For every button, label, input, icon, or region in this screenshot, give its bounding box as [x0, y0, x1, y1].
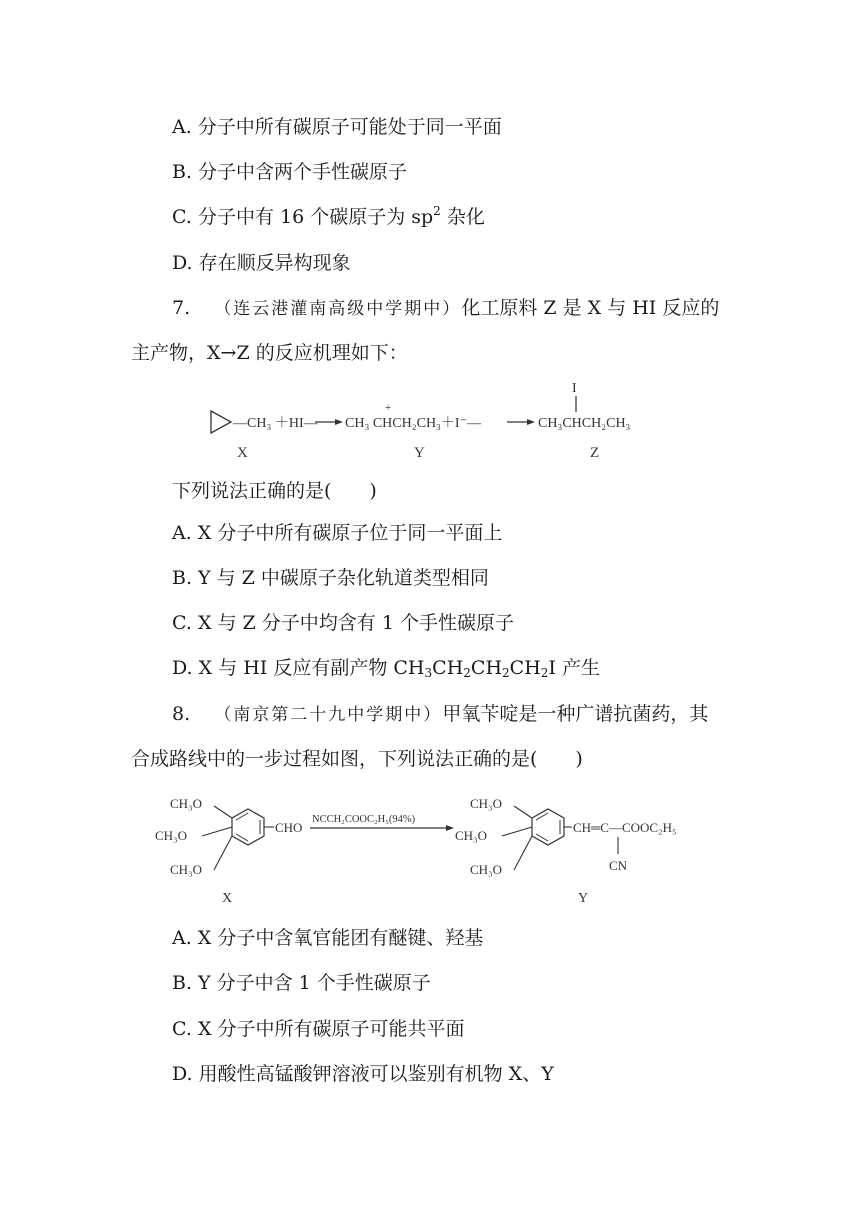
q7-label-x: X [237, 445, 248, 461]
q8-label-y: Y [578, 891, 589, 906]
q6-option-d: D. 存在顺反异构现象 [172, 252, 351, 274]
q8-reaction-scheme [150, 790, 720, 910]
q7-d-ch-2: CH [470, 657, 503, 679]
q8-option-c: C. X 分子中所有碳原子可能共平面 [172, 1018, 465, 1040]
q8-y-ome-1: CH₃O [470, 796, 502, 811]
q8-x-ome-1: CH₃O [170, 796, 202, 811]
q8-option-d: D. 用酸性高锰酸钾溶液可以鉴别有机物 X、Y [172, 1063, 554, 1085]
q7-stem-line2: 主产物，X→Z 的反应机理如下： [131, 342, 408, 364]
q8-stem-line1 [172, 702, 708, 727]
q8-y-benzene-ring [532, 809, 564, 845]
q7-label-y: Y [414, 445, 425, 461]
q6-option-b: B. 分子中含两个手性碳原子 [172, 161, 408, 183]
q6-option-c-tail: 杂化 [440, 206, 485, 228]
q7-stem-line1 [172, 296, 719, 321]
q7-option-d [172, 656, 600, 680]
q8-label-x: X [222, 891, 233, 906]
q7-option-a: A. X 分子中所有碳原子位于同一平面上 [172, 522, 503, 544]
q8-stem-line2: 合成路线中的一步过程如图，下列说法正确的是( ) [131, 748, 583, 770]
q8-y-ome-2: CH₃O [455, 828, 487, 843]
q6-option-a: A. 分子中所有碳原子可能处于同一平面 [172, 116, 502, 138]
q7-number: 7. [172, 297, 191, 319]
q7-option-b: B. Y 与 Z 中碳原子杂化轨道类型相同 [172, 567, 489, 589]
q7-d-tail: I 产生 [548, 657, 600, 679]
q8-option-a: A. X 分子中含氧官能团有醚键、羟基 [172, 927, 484, 949]
q7-y-formula: CH₃ CHCH₂CH₃＋I⁻— [345, 416, 481, 431]
q6-option-c-sup: 2 [433, 204, 441, 218]
q8-y-ome-3: CH₃O [470, 862, 502, 877]
q8-x-benzene-ring [232, 809, 264, 845]
q8-reagent: NCCH₂COOC₂H₅(94%) [312, 814, 416, 825]
q8-x-cho: CHO [275, 820, 303, 835]
q7-d-ch-1: CH [432, 657, 464, 679]
q7-d-sub1: 3 [424, 666, 433, 680]
q7-source: （连云港灌南高级中学期中） [214, 299, 462, 319]
q8-option-b: B. Y 分子中含 1 个手性碳原子 [172, 972, 431, 994]
q8-x-ome-3: CH₃O [170, 862, 202, 877]
q6-option-c [172, 205, 485, 229]
q7-plus-charge: + [385, 402, 392, 414]
q7-d-ch-3: CH [509, 657, 541, 679]
q7-option-c: C. X 与 Z 分子中均含有 1 个手性碳原子 [172, 612, 514, 634]
q8-y-cn: CN [609, 858, 628, 873]
q7-iodine: I [572, 381, 577, 396]
q6-option-c-text: C. 分子中有 16 个碳原子为 sp [172, 206, 434, 228]
q8-source: （南京第二十九中学期中） [214, 705, 443, 725]
q7-label-z: Z [590, 445, 600, 461]
q7-d-sub4: 2 [540, 666, 549, 680]
q8-y-chain: CH═C—COOC₂H₅ [573, 820, 677, 835]
q7-prompt: 下列说法正确的是( ) [172, 480, 377, 502]
q8-number: 8. [172, 703, 191, 725]
q7-d-sub3: 2 [502, 666, 510, 680]
q7-z-formula: CH₃CHCH₂CH₃ [538, 416, 631, 431]
q7-reaction-scheme [195, 375, 675, 465]
cyclopropane-ring [211, 411, 231, 433]
q7-stem-text: 化工原料 Z 是 X 与 HI 反应的 [461, 297, 720, 319]
q7-x-ch3: —CH₃ ＋HI— [233, 416, 318, 431]
q7-d-text: D. X 与 HI 反应有副产物 CH [172, 657, 425, 679]
q7-d-sub2: 2 [463, 666, 471, 680]
q8-x-ome-2: CH₃O [155, 828, 187, 843]
q8-stem-text: 甲氧苄啶是一种广谱抗菌药，其 [442, 703, 709, 725]
